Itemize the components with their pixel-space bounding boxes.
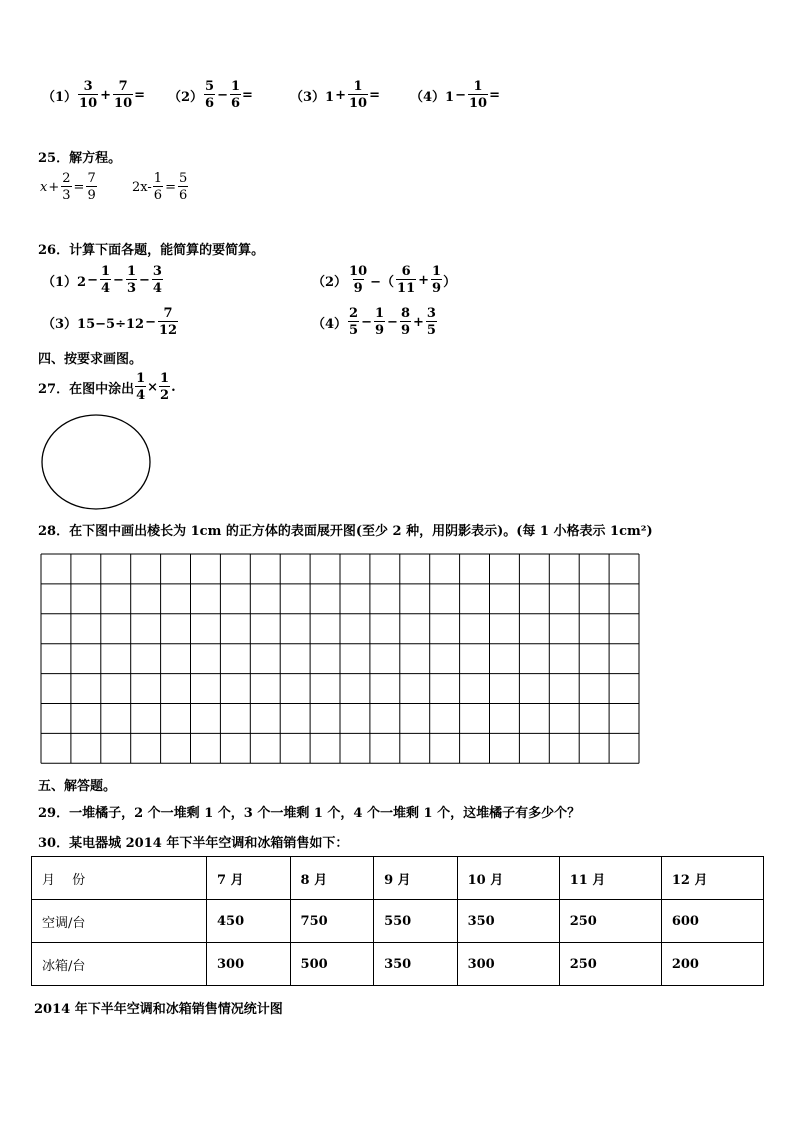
q30-title: 30．某电器城 2014 年下半年空调和冰箱销售如下： — [38, 836, 349, 851]
fraction: $\frac{1}{4}$ — [136, 371, 146, 403]
variable: x — [40, 179, 48, 195]
times-sign: × — [147, 379, 159, 395]
q25-title: 25．解方程。 — [38, 151, 122, 166]
table-header-cell: 8 月 — [290, 857, 374, 900]
q24-item-3 — [290, 80, 380, 110]
table-cell: 550 — [374, 900, 458, 943]
q24-label-3: （3）1 — [290, 89, 335, 105]
q24-label-4: （4）1 — [410, 89, 455, 105]
sales-table — [31, 856, 764, 986]
fraction: $\frac{1}{10}$ — [469, 79, 488, 111]
equals: = — [242, 87, 253, 103]
table-cell: 500 — [290, 943, 374, 986]
fraction: $\frac{1}{4}$ — [101, 264, 111, 296]
q24-label-2: （2） — [168, 89, 204, 105]
q28-title: 28．在下图中画出棱长为 1cm 的正方体的表面展开图(至少 2 种，用阴影表示)。(每 1 小格表示 1cm²) — [38, 524, 653, 539]
fraction: $\frac{10}{9}$ — [349, 264, 368, 296]
table-row — [32, 943, 764, 986]
fraction: $\frac{3}{4}$ — [152, 264, 162, 296]
q26-label-4: （4） — [312, 316, 348, 332]
q26-label-3: （3）15−5÷12 — [42, 316, 145, 332]
operator: − — [455, 87, 466, 103]
equals: = — [489, 87, 500, 103]
q26-problem-3: （3）15−5÷12 − $\frac{7}{12}$ — [42, 306, 178, 338]
table-header-cell: 10 月 — [457, 857, 559, 900]
operator: + — [335, 87, 346, 103]
q26-problem-4: （4） $\frac{2}{5}$ − $\frac{1}{9}$ − $\frac{8}{9}$ + $\frac{3}{5}$ — [312, 306, 436, 338]
q27-circle[interactable] — [38, 412, 154, 512]
fraction: $\frac{5}{6}$ — [178, 171, 188, 203]
fraction: $\frac{7}{9}$ — [87, 171, 96, 203]
table-cell: 250 — [559, 900, 661, 943]
equation-lead: 2x- — [132, 179, 152, 195]
fraction: $\frac{1}{3}$ — [126, 264, 136, 296]
section-4-title: 四、按要求画图。 — [38, 352, 143, 367]
table-cell: 350 — [457, 900, 559, 943]
table-cell: 600 — [661, 900, 763, 943]
table-cell: 250 — [559, 943, 661, 986]
q27-prefix: 27．在图中涂出 — [38, 381, 135, 397]
q25-equation-2 — [132, 172, 189, 202]
fraction: $\frac{7}{10}$ — [114, 79, 133, 111]
table-row — [32, 900, 764, 943]
table-cell: 450 — [207, 900, 291, 943]
fraction: $\frac{1}{6}$ — [231, 79, 241, 111]
q28-drawing-grid[interactable] — [40, 553, 640, 765]
table-cell: 200 — [661, 943, 763, 986]
chart-caption: 2014 年下半年空调和冰箱销售情况统计图 — [34, 1002, 283, 1017]
fraction: $\frac{2}{5}$ — [349, 306, 359, 338]
table-cell: 350 — [374, 943, 458, 986]
q26-problem-1: （1）2 − $\frac{1}{4}$ − $\frac{1}{3}$ − $\frac{3}{4}$ — [42, 264, 162, 296]
fraction: $\frac{1}{6}$ — [153, 171, 163, 203]
equals: = — [369, 87, 380, 103]
fraction: $\frac{3}{5}$ — [426, 306, 436, 338]
q26-label-2: （2） — [312, 274, 348, 290]
table-header-cell: 月 份 — [32, 857, 207, 900]
operator: + — [100, 87, 112, 103]
q29-text: 29．一堆橘子，2 个一堆剩 1 个，3 个一堆剩 1 个，4 个一堆剩 1 个，这堆橘子有多少个？ — [38, 806, 581, 821]
table-cell: 空调/台 — [32, 900, 207, 943]
table-header-cell: 7 月 — [207, 857, 291, 900]
q24-item-1 — [42, 80, 145, 110]
fraction: $\frac{8}{9}$ — [400, 306, 410, 338]
fraction: $\frac{1}{2}$ — [160, 371, 170, 403]
operator: + — [48, 179, 60, 195]
q24-item-4 — [410, 80, 500, 110]
table-cell: 750 — [290, 900, 374, 943]
fraction: $\frac{1}{9}$ — [375, 306, 385, 338]
table-cell: 300 — [457, 943, 559, 986]
equals: = — [73, 179, 85, 195]
table-header-cell: 11 月 — [559, 857, 661, 900]
equals: = — [134, 87, 146, 103]
table-header-cell: 12 月 — [661, 857, 763, 900]
table-cell: 300 — [207, 943, 291, 986]
q26-label-1: （1）2 — [42, 274, 87, 290]
q24-item-2 — [168, 80, 253, 110]
table-header-cell: 9 月 — [374, 857, 458, 900]
table-cell: 冰箱/台 — [32, 943, 207, 986]
fraction: $\frac{1}{9}$ — [432, 264, 442, 296]
q24-label-1: （1） — [42, 89, 78, 105]
fraction: $\frac{6}{11}$ — [397, 264, 416, 296]
fraction: $\frac{3}{10}$ — [79, 79, 98, 111]
q27-prompt: 27．在图中涂出 $\frac{1}{4}$ × $\frac{1}{2}$ . — [38, 371, 176, 403]
operator: − — [217, 87, 228, 103]
q25-equation-1 — [40, 172, 98, 202]
fraction: $\frac{2}{3}$ — [62, 171, 71, 203]
fraction: $\frac{1}{10}$ — [349, 79, 368, 111]
table-header-row — [32, 857, 764, 900]
fraction: $\frac{7}{12}$ — [158, 306, 178, 338]
q26-title: 26．计算下面各题，能简算的要简算。 — [38, 243, 265, 258]
fraction: $\frac{5}{6}$ — [205, 79, 215, 111]
q26-problem-2: （2） $\frac{10}{9}$ −（ $\frac{6}{11}$ + $\frac{1}{9}$ ） — [312, 264, 457, 296]
equals: = — [165, 179, 176, 195]
section-5-title: 五、解答题。 — [38, 779, 117, 794]
